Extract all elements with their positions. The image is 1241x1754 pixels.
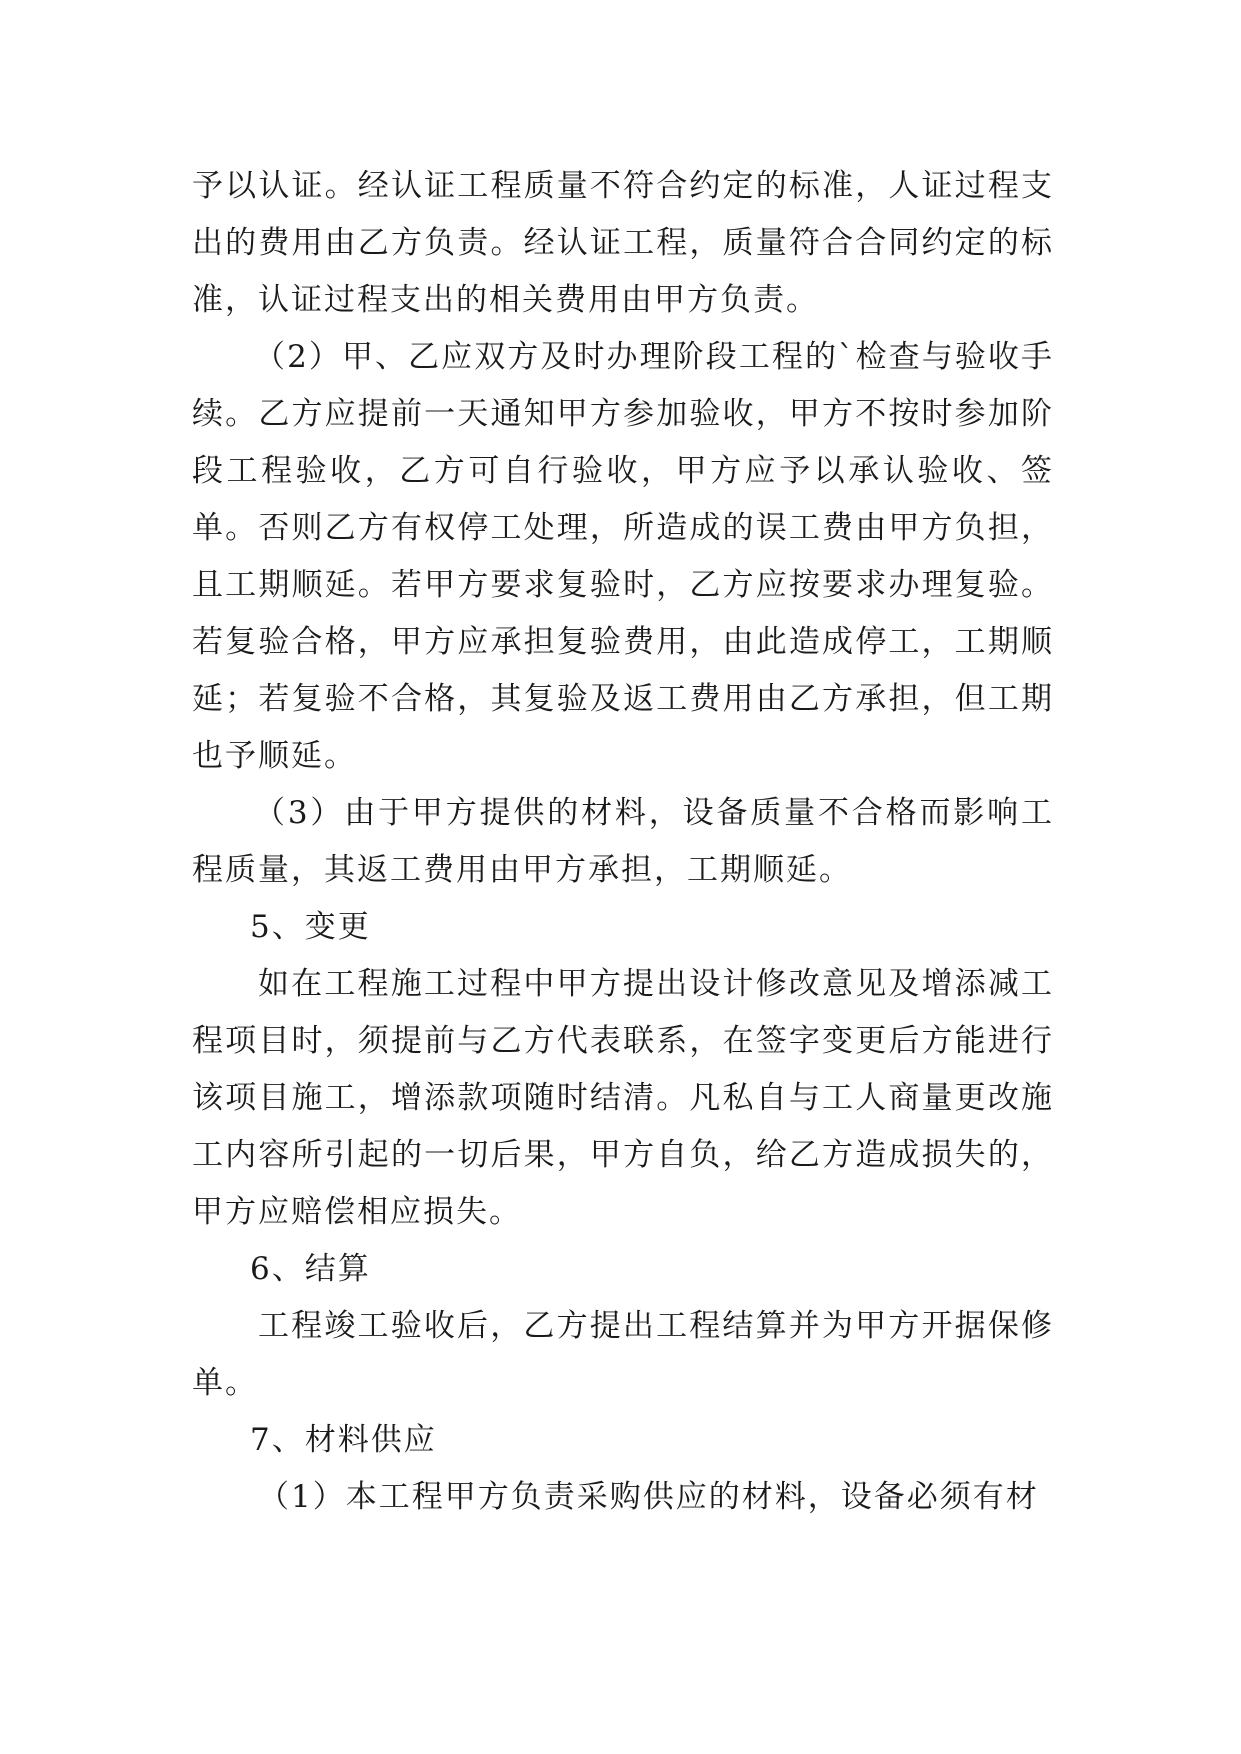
section-heading-settlement: 6、结算: [250, 1251, 371, 1287]
paragraph-settlement-terms: 工程竣工验收后，乙方提出工程结算并为甲方开据保修单。: [192, 1308, 1054, 1401]
paragraph-clause-2-inspection: （2）甲、乙应双方及时办理阶段工程的`检查与验收手续。乙方应提前一天通知甲方参加验收，甲方不按时参加阶段工程验收，乙方可自行验收，甲方应予以承认验收、签单。否则乙方有权停工处理，所造成的误工费由甲方负担，且工期顺延。若甲方要求复验时，乙方应按要求办理复验。若复验合格，甲方应承担复验费用，由此造成停工，工期顺延；若复验不合格，其复验及返工费用由乙方承担，但工期也予顺延。: [192, 339, 1054, 774]
paragraph-certification-continued: 予以认证。经认证工程质量不符合约定的标准，人证过程支出的费用由乙方负责。经认证工程，质量符合合同约定的标准，认证过程支出的相关费用由甲方负责。: [192, 168, 1054, 318]
section-heading-change: 5、变更: [250, 909, 371, 945]
section-heading-material-supply: 7、材料供应: [250, 1422, 437, 1458]
paragraph-clause-3-materials-quality: （3）由于甲方提供的材料，设备质量不合格而影响工程质量，其返工费用由甲方承担，工期顺延。: [192, 795, 1054, 888]
document-body: [192, 158, 1054, 1526]
paragraph-material-supply-clause-1: （1）本工程甲方负责采购供应的材料，设备必须有材: [258, 1479, 1039, 1515]
paragraph-change-terms: 如在工程施工过程中甲方提出设计修改意见及增添减工程项目时，须提前与乙方代表联系，在签字变更后方能进行该项目施工，增添款项随时结清。凡私自与工人商量更改施工内容所引起的一切后果，甲方自负，给乙方造成损失的，甲方应赔偿相应损失。: [192, 966, 1054, 1230]
